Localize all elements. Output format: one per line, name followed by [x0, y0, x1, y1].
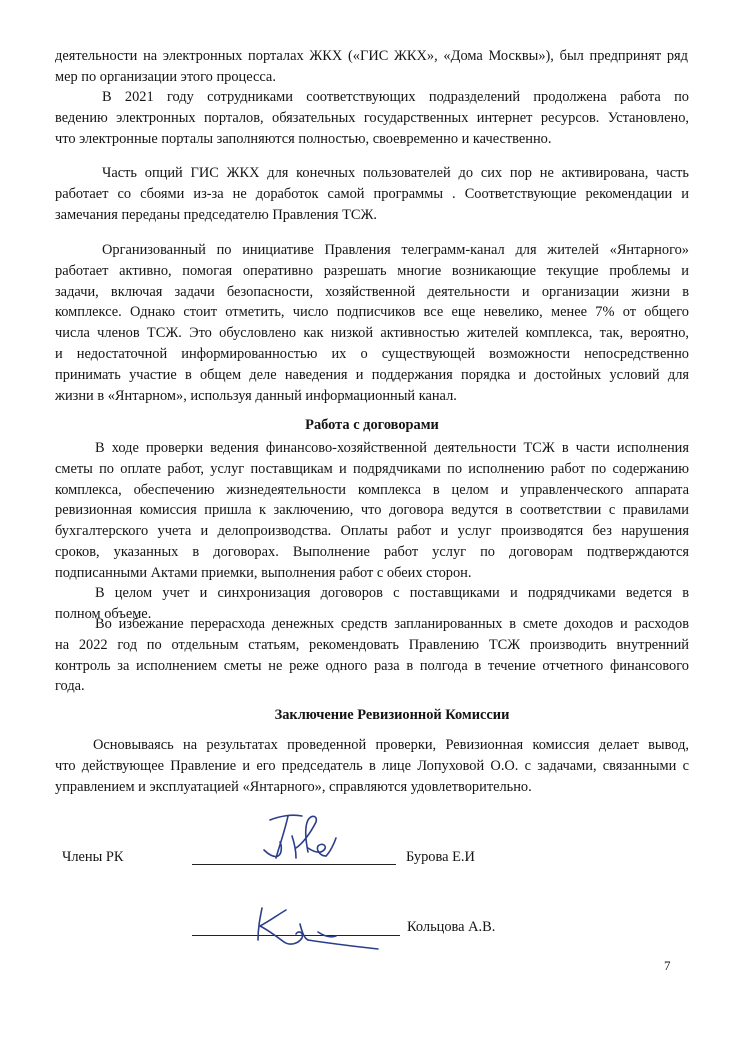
text-line: задачи, включая задачи безопасности, хозяйственной деятельности и организации жизни в — [55, 283, 689, 300]
text-line: ревизионная комиссия пришла к заключению, что договора ведутся в соответствии с правилами — [55, 502, 689, 519]
member-name: Кольцова А.В. — [407, 919, 496, 935]
paragraph — [55, 87, 689, 149]
text-line: Часть опций ГИС ЖКХ для конечных пользователей до сих пор не активирована, часть — [102, 165, 689, 181]
paragraph — [55, 163, 689, 225]
text-line: комплекса, обеспечению жизнедеятельности комплекса в целом и управленческого аппарата — [55, 481, 689, 498]
text-line: полном объеме. — [55, 605, 152, 622]
paragraph — [55, 438, 689, 584]
member-name: Бурова Е.И — [406, 849, 475, 865]
members-label: Члены РК — [62, 849, 124, 865]
text-line: Основываясь на результатах проведенной проверки, Ревизионная комиссия делает вывод, — [93, 737, 689, 753]
text-line: деятельности на электронных порталах ЖКХ («ГИС ЖКХ», «Дома Москвы»), был предпринят ряд — [55, 48, 688, 64]
text-line: комплексе. Однако стоит отметить, число подписчиков все еще невелико, менее 7% от общего — [55, 304, 689, 321]
text-line: что действующее Правление и его председатель в лице Лопуховой О.О. с задачами, связанными с — [55, 757, 689, 774]
text-line: замечания переданы председателю Правления ТСЖ. — [55, 206, 377, 223]
text-line: контроль за исполнением сметы не реже одного раза в полгода в течение отчетного финансового — [55, 657, 689, 674]
text-line: работает активно, помогая оперативно разрешать многие возникающие текущие проблемы и — [55, 262, 689, 279]
text-line: работает со сбоями из-за не доработок самой программы . Соответствующие рекомендации и — [55, 185, 689, 202]
text-line: В ходе проверки ведения финансово-хозяйственной деятельности ТСЖ в части исполнения — [95, 440, 689, 456]
paragraph — [55, 735, 689, 797]
text-line: и недостаточной информированностью их о существующей возможности непосредственно — [55, 345, 689, 362]
text-line: подписанными Актами приемки, выполнения работ с обеих сторон. — [55, 564, 472, 581]
text-line: года. — [55, 678, 85, 695]
text-line: мер по организации этого процесса. — [55, 68, 276, 85]
text-line: управлением и эксплуатацией «Янтарного», справляются удовлетворительно. — [55, 778, 532, 795]
paragraph — [55, 240, 689, 406]
paragraph — [55, 46, 688, 88]
text-line: Организованный по инициативе Правления телеграмм-канал для жителей «Янтарного» — [102, 242, 689, 258]
text-line: бухгалтерского учета и делопроизводства. Оплаты работ и услуг производятся без нарушения — [55, 523, 689, 540]
text-line: что электронные порталы заполняются полностью, своевременно и качественно. — [55, 130, 552, 147]
text-line: жизни в «Янтарном», используя данный информационный канал. — [55, 387, 457, 404]
signature-2-icon — [240, 902, 380, 952]
text-line: на 2022 год по отдельным статьям, рекомендовать Правлению ТСЖ производить внутренний — [55, 636, 689, 653]
text-line: сметы по оплате работ, услуг поставщикам и подрядчиками по исполнению работ по содержанию — [55, 460, 689, 477]
signature-1-icon — [258, 808, 348, 868]
section-heading-contracts: Работа с договорами — [305, 417, 439, 433]
paragraph — [55, 614, 689, 697]
section-heading-conclusion: Заключение Ревизионной Комиссии — [274, 707, 510, 723]
text-line: числа членов ТСЖ. Это обусловлено как низкой активностью жителей комплекса, так, вероятно, — [55, 325, 689, 342]
text-line: В 2021 году сотрудниками соответствующих подразделений продолжена работа по — [102, 89, 689, 105]
text-line: В целом учет и синхронизация договоров с поставщиками и подрядчиками ведется в — [95, 585, 689, 601]
text-line: принимать участие в общем деле наведения и поддержания порядка и достойных условий для — [55, 366, 689, 383]
page-number: 7 — [664, 958, 671, 973]
text-line: сроков, указанных в договорах. Выполнение работ услуг по договорам подтверждаются — [55, 543, 689, 560]
text-line: ведению электронных порталов, обязательных государственных интернет ресурсов. Установлено, — [55, 109, 689, 126]
text-line: Во избежание перерасхода денежных средств запланированных в смете доходов и расходов — [95, 616, 689, 632]
